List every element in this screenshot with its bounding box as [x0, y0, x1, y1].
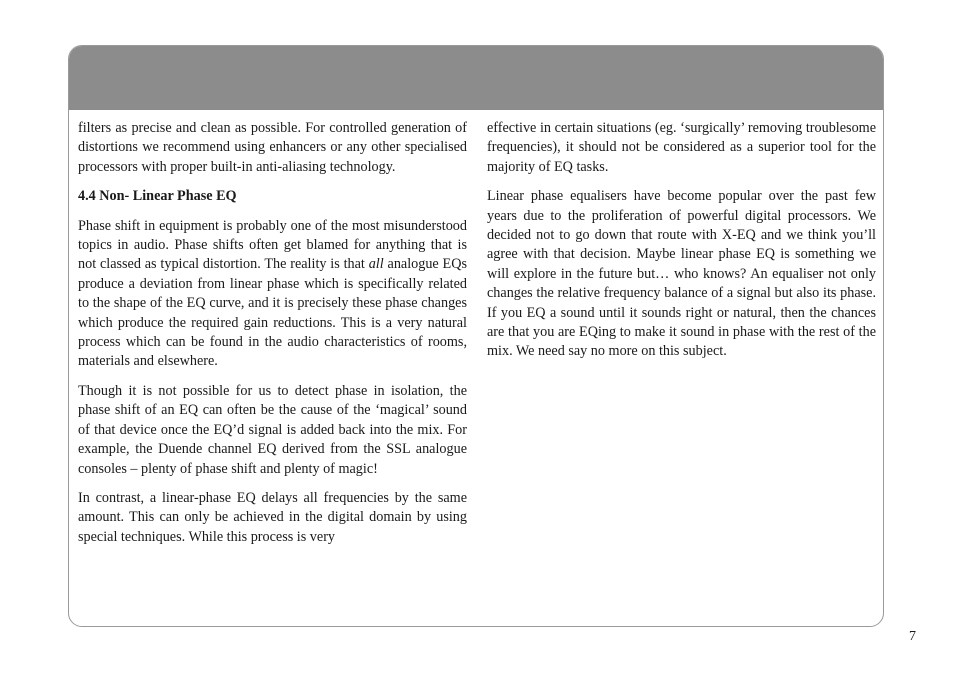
right-column: [487, 119, 876, 372]
header-band: [69, 46, 883, 110]
left-column: [78, 119, 467, 557]
page-frame: [68, 45, 884, 627]
paragraph: Linear phase equalisers have become popular over the past few years due to the proliferation of powerful digital processors. We decided not to go down that route with X-EQ and we think you’ll agree with that decision. Maybe linear phase EQ is something we will explore in the future but… who knows? An equaliser not only changes the relative frequency balance of a signal but also its phase. If you EQ a sound until it sounds right or natural, then the chances are that you are EQing to make it sound in phase with the rest of the mix. We need say no more on this subject.: [487, 188, 876, 360]
paragraph: In contrast, a linear-phase EQ delays all frequencies by the same amount. This can only be achieved in the digital domain by using special techniques. While this process is very: [78, 489, 467, 545]
text-run: analogue EQs produce a deviation from linear phase which is specifically related to the shape of the EQ curve, and it is precisely these phase changes which produce the required gain reductions. This is a very natural process which can be found in the audio characteristics of rooms, materials and elsewhere.: [78, 256, 467, 370]
text-run: Phase shift in equipment is probably one of the most misunderstood topics in audio. Phase shifts often get blamed for anything that is not classed as typical distortion. The reality is that: [78, 217, 467, 273]
paragraph: Though it is not possible for us to detect phase in isolation, the phase shift of an EQ can often be the cause of the ‘magical’ sound of that device once the EQ’d signal is added back into the mix. For example, the Duende channel EQ derived from the SSL analogue consoles – plenty of phase shift and plenty of magic!: [78, 382, 467, 477]
emphasis: all: [368, 256, 384, 273]
page-number: 7: [909, 629, 916, 644]
section-heading: 4.4 Non- Linear Phase EQ: [78, 188, 237, 205]
paragraph: filters as precise and clean as possible. For controlled generation of distortions we recommend using enhancers or any other specialised processors with proper built-in anti-aliasing technology.: [78, 120, 467, 175]
paragraph: effective in certain situations (eg. ‘surgically’ removing troublesome frequencies), it should not be considered as a superior tool for the majority of EQ tasks.: [487, 120, 876, 175]
paragraph: [78, 217, 467, 372]
